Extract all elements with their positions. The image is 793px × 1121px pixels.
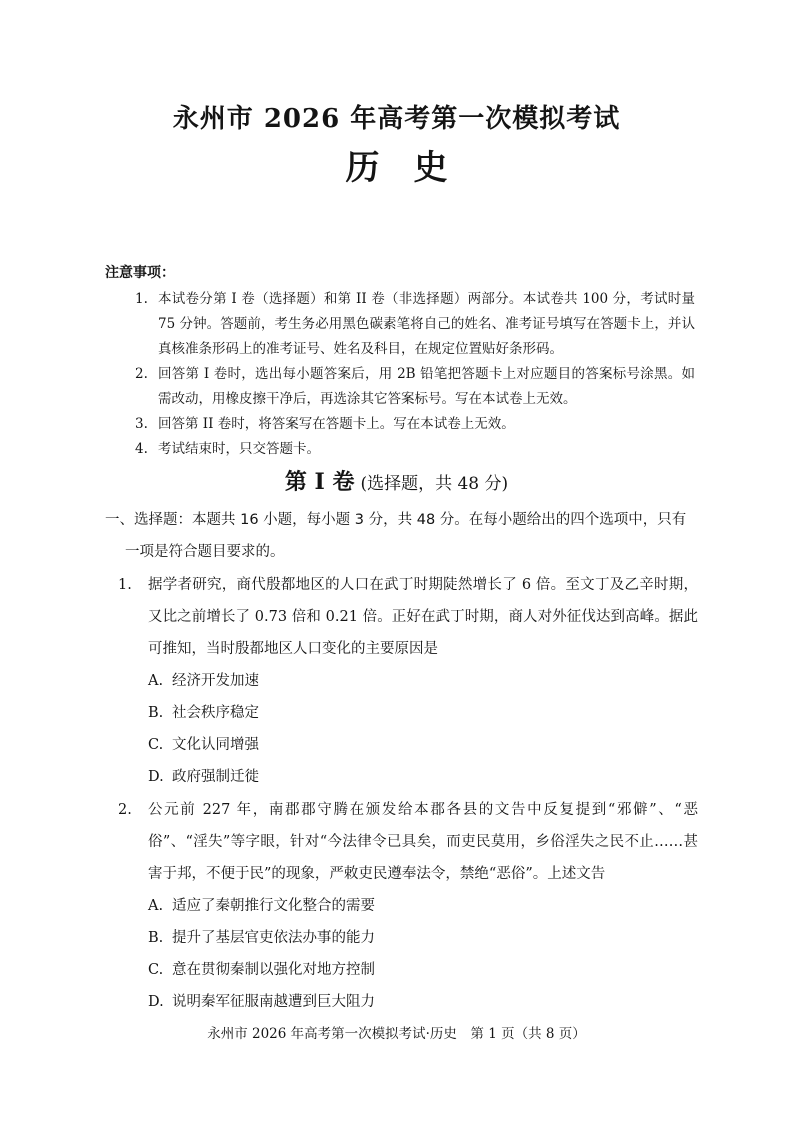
option-b <box>118 922 698 954</box>
option-text: 政府强制迁徙 <box>172 769 259 785</box>
option-letter: A. <box>148 898 164 914</box>
option-text: 文化认同增强 <box>172 737 259 753</box>
section-title-main: 第 I 卷 <box>284 469 355 495</box>
notice-item-number: 3. <box>135 416 148 432</box>
option-letter: C. <box>148 737 164 753</box>
option-text: 适应了秦朝推行文化整合的需要 <box>172 898 375 914</box>
notice-list <box>135 287 695 462</box>
part-intro <box>105 504 695 568</box>
option-letter: D. <box>148 769 164 785</box>
notice-heading: 注意事项： <box>105 265 175 281</box>
option-d <box>118 761 698 793</box>
question-2 <box>118 794 698 1018</box>
option-text: 说明秦军征服南越遭到巨大阻力 <box>172 994 375 1010</box>
part-intro-line: 一项是符合题目要求的。 <box>125 544 285 560</box>
notice-item <box>135 437 695 462</box>
option-letter: B. <box>148 705 164 721</box>
notice-item-number: 4. <box>135 441 148 457</box>
option-a <box>118 890 698 922</box>
option-c <box>118 729 698 761</box>
option-letter: B. <box>148 930 164 946</box>
option-text: 提升了基层官吏依法办事的能力 <box>172 930 375 946</box>
question-number: 1. <box>118 577 132 593</box>
option-letter: C. <box>148 962 164 978</box>
notice-item <box>135 287 695 362</box>
notice-item-text: 回答第 I 卷时，选出每小题答案后，用 2B 铅笔把答题卡上对应题目的答案标号涂黑。如需改动，用橡皮擦干净后，再选涂其它答案标号。写在本试卷上无效。 <box>158 366 695 407</box>
option-text: 经济开发加速 <box>172 673 259 689</box>
option-c <box>118 954 698 986</box>
option-a <box>118 665 698 697</box>
question-text: 公元前 227 年，南郡郡守腾在颁发给本郡各县的文告中反复提到“邪僻”、“恶俗”、“淫失”等字眼，针对“今法律令已具矣，而吏民莫用，乡俗淫失之民不止……甚害于邦，不便于民”的现象，严敕吏民遵奉法令，禁绝“恶俗”。上述文告 <box>148 802 698 882</box>
subject-title: 历 史 <box>345 148 448 188</box>
option-letter: A. <box>148 673 164 689</box>
part-intro-line: 一、选择题：本题共 16 小题，每小题 3 分，共 48 分。在每小题给出的四个选项中，只有 <box>105 512 687 528</box>
section-title <box>0 465 793 496</box>
notice-item-text: 考试结束时，只交答题卡。 <box>158 441 320 457</box>
notice-item <box>135 412 695 437</box>
notice-item-text: 回答第 II 卷时，将答案写在答题卡上。写在本试卷上无效。 <box>158 416 515 432</box>
section-title-sub: (选择题，共 48 分) <box>360 474 509 494</box>
question-text: 据学者研究，商代殷都地区的人口在武丁时期陡然增长了 6 倍。至文丁及乙辛时期，又比之前增长了 0.73 倍和 0.21 倍。正好在武丁时期，商人对外征伐达到高峰。据此可推知，当时殷都地区人口变化的主要原因是 <box>148 577 698 657</box>
option-text: 社会秩序稳定 <box>172 705 259 721</box>
notice-item-number: 1. <box>135 291 148 307</box>
notice-item-text: 本试卷分第 I 卷（选择题）和第 II 卷（非选择题）两部分。本试卷共 100 分，考试时量 75 分钟。答题前，考生务必用黑色碳素笔将自己的姓名、准考证号填写在答题卡上，并认真核准条形码上的准考证号、姓名及科目，在规定位置贴好条形码。 <box>158 291 695 357</box>
notice-item-number: 2. <box>135 366 148 382</box>
option-b <box>118 697 698 729</box>
option-letter: D. <box>148 994 164 1010</box>
question-stem <box>118 794 698 890</box>
notice-item <box>135 362 695 412</box>
exam-title: 永州市 2026 年高考第一次模拟考试 <box>172 104 621 134</box>
question-1 <box>118 569 698 793</box>
question-number: 2. <box>118 802 132 818</box>
question-stem <box>118 569 698 665</box>
page-footer: 永州市 2026 年高考第一次模拟考试·历史 第 1 页（共 8 页） <box>207 1026 586 1042</box>
option-d <box>118 986 698 1018</box>
option-text: 意在贯彻秦制以强化对地方控制 <box>172 962 375 978</box>
